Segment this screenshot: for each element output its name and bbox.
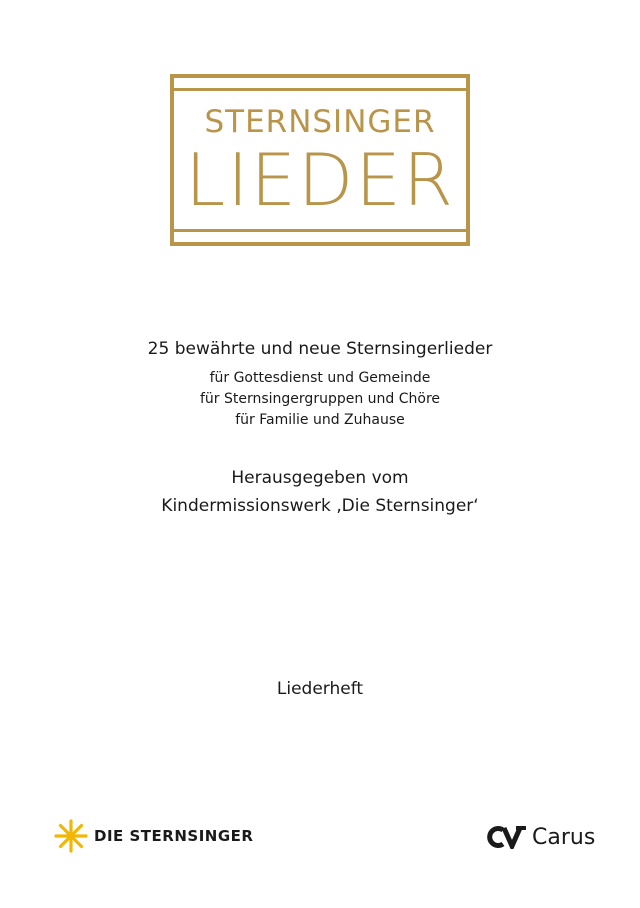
use-item: für Familie und Zuhause xyxy=(235,412,405,428)
editor-block xyxy=(0,464,640,520)
editor-line-2: Kindermissionswerk ‚Die Sternsinger‘ xyxy=(161,496,479,516)
star-icon xyxy=(54,819,88,853)
editor-line-1: Herausgegeben vom xyxy=(231,468,409,488)
carus-logo xyxy=(486,822,595,852)
subtitle: 25 bewährte und neue Sternsingerlieder xyxy=(147,339,493,359)
carus-cv-icon xyxy=(486,825,528,849)
frame-line-top xyxy=(174,88,466,91)
title-line-2: LIEDER xyxy=(185,138,455,222)
title-line-1: STERNSINGER xyxy=(204,104,436,140)
frame-line-bottom xyxy=(174,229,466,232)
uses-list xyxy=(0,368,640,431)
sternsinger-logo xyxy=(54,818,253,854)
carus-logo-text: Carus xyxy=(532,824,596,850)
use-item: für Sternsingergruppen und Chöre xyxy=(199,391,441,407)
sternsinger-logo-text: DIE STERNSINGER xyxy=(94,827,254,845)
title-frame xyxy=(170,74,470,246)
use-item: für Gottesdienst und Gemeinde xyxy=(209,370,431,386)
format-label: Liederheft xyxy=(276,679,364,699)
